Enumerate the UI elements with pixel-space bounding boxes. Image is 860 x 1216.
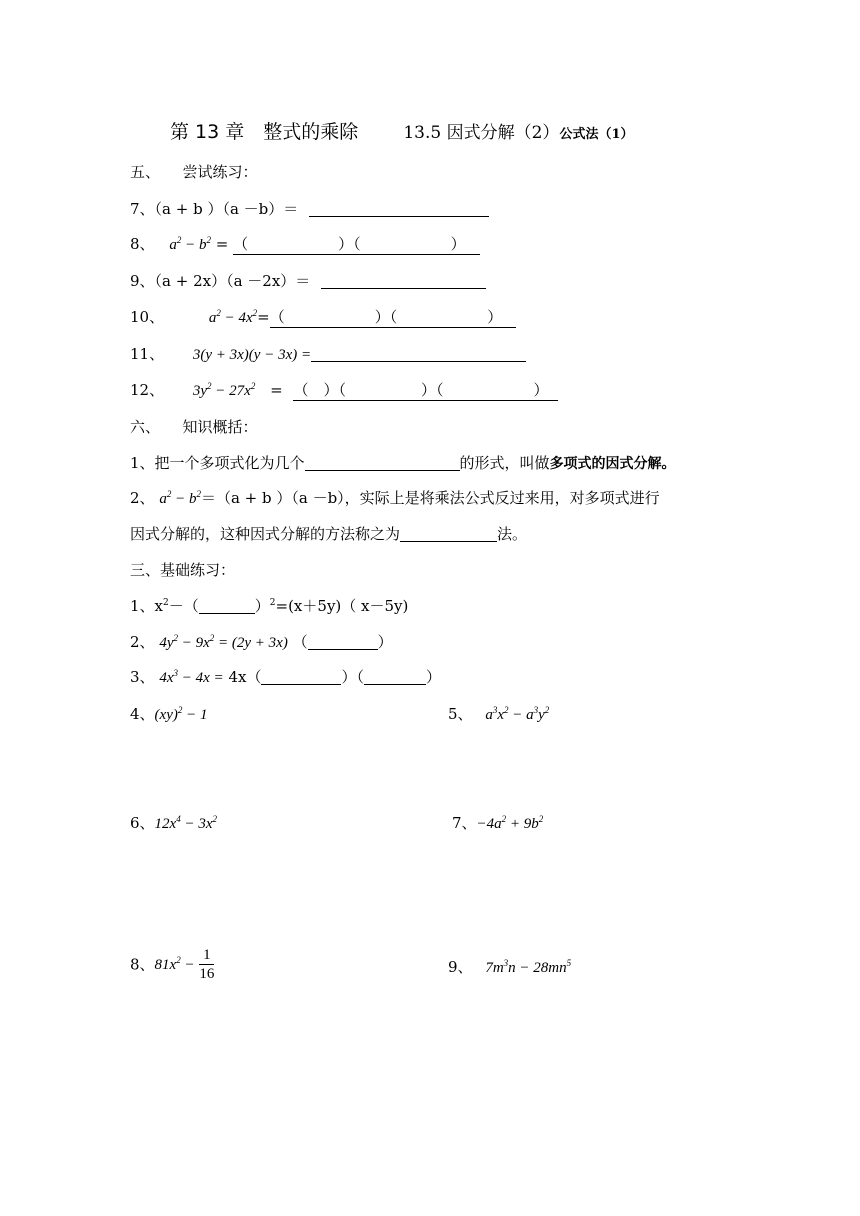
exercise-9: 9、（a + 2x）（a －2x）＝ — [130, 271, 486, 291]
basic-4: 4、(xy)$^2$ − 1 — [130, 705, 208, 723]
answer-blank[interactable]: （ ）（ ） — [233, 235, 480, 255]
exercise-12: 12、 $3y^2 - 27x^2$ = （ ）（ ）（ ） — [130, 380, 558, 401]
answer-blank[interactable] — [261, 668, 341, 685]
answer-blank[interactable] — [199, 597, 255, 614]
section-heading-5: 五、 尝试练习： — [130, 163, 258, 181]
section-heading-3: 三、基础练习： — [130, 561, 236, 579]
exercise-7: 7、（a + b ）（a －b）＝ — [130, 199, 489, 219]
page-title — [170, 117, 633, 144]
method-title: 公式法（1） — [559, 127, 634, 142]
answer-blank[interactable] — [305, 454, 460, 471]
fraction: $\frac{1}{16}$ — [199, 947, 215, 982]
basic-9: 9、 $7m^3n - 28mn^5$ — [448, 958, 572, 976]
basic-2: 2、 $4y^2 - 9x^2 = (2y + 3x)$ （ ） — [130, 633, 393, 651]
exercise-11: 11、 3(y + 3x)(y − 3x) = — [130, 344, 526, 365]
answer-blank[interactable] — [364, 668, 426, 685]
knowledge-1: 1、把一个多项式化为几个 的形式，叫做多项式的因式分解。 — [130, 454, 676, 472]
chapter-title: 第 13 章 整式的乘除 — [170, 121, 359, 143]
basic-6: 6、$12x^4 - 3x^2$ — [130, 814, 217, 832]
basic-1: 1、$x^2-$（ ）$^2$=(x＋5y)（ x－5y) — [130, 597, 409, 615]
basic-5: 5、 $a^3x^2 - a^3y^2$ — [448, 705, 550, 723]
answer-blank[interactable] — [308, 633, 378, 650]
exercise-8: 8、 $a^2 - b^2$ = （ ）（ ） — [130, 234, 480, 255]
answer-blank[interactable] — [311, 345, 526, 362]
section-title: 13.5 因式分解（2） — [403, 123, 560, 143]
knowledge-2-cont: 因式分解的，这种因式分解的方法称之为 法。 — [130, 525, 528, 543]
exercise-10: 10、 $a^2 - 4x^2=$（ ）（ ） — [130, 307, 516, 328]
section-heading-6: 六、 知识概括： — [130, 418, 258, 436]
answer-blank[interactable]: （ ）（ ） — [270, 308, 517, 328]
basic-3: 3、 $4x^3 - 4x = 4x$（ ）（ ） — [130, 668, 441, 686]
answer-blank[interactable]: （ ）（ ）（ ） — [293, 381, 558, 401]
basic-7: 7、$-4a^2 + 9b^2$ — [452, 814, 544, 832]
basic-8: 8、$81x^2$ − $\frac{1}{16}$ — [130, 947, 215, 982]
answer-blank[interactable] — [400, 525, 497, 542]
answer-blank[interactable] — [321, 272, 486, 289]
knowledge-2: 2、 $a^2 - b^2=(a + b$ ）（a －b），实际上是将乘法公式反过来用，对多项式进行 — [130, 489, 660, 507]
answer-blank[interactable] — [309, 200, 489, 217]
